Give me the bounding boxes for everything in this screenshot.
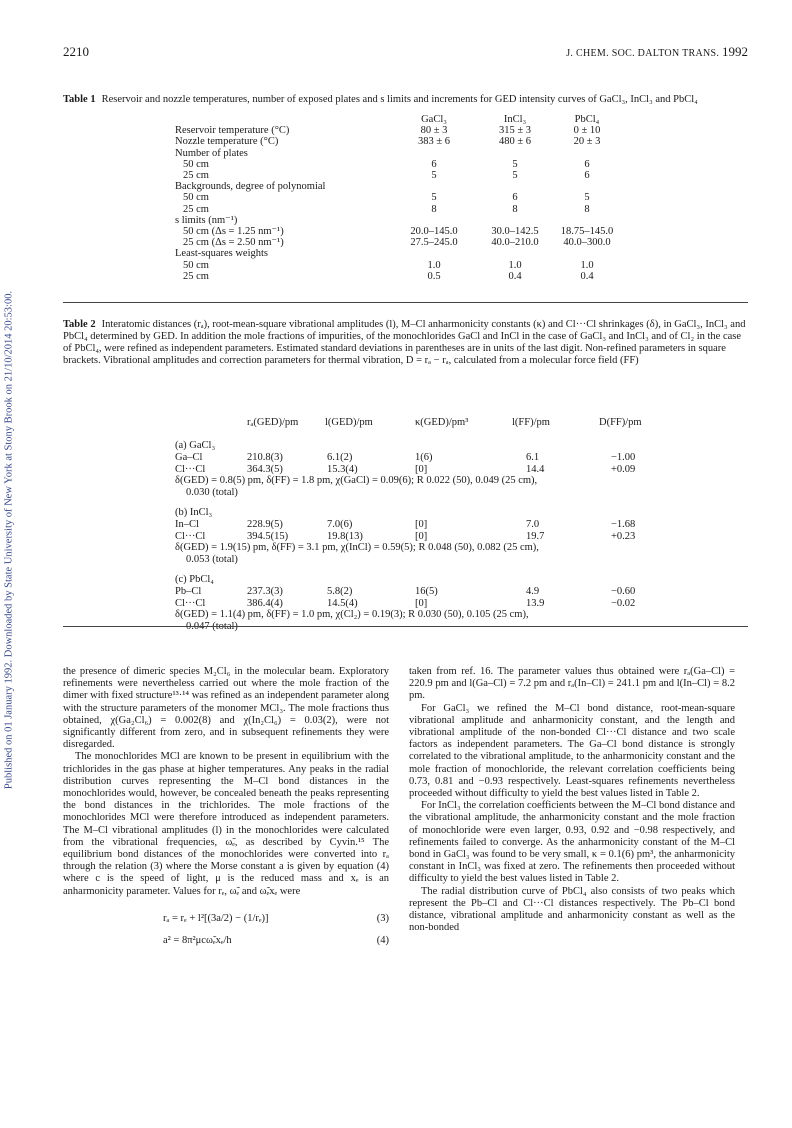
table1-row bbox=[175, 181, 618, 192]
table2-row bbox=[175, 519, 735, 530]
table2-bottom-rule bbox=[63, 626, 748, 627]
table2-cell: 14.5(4) bbox=[327, 597, 358, 609]
table1-cell: 1.0 bbox=[427, 259, 441, 271]
table1-cell bbox=[474, 181, 556, 192]
table2-col-header: l(GED)/pm bbox=[325, 417, 373, 428]
table2-cell: −1.68 bbox=[611, 519, 636, 531]
table1-row-label: Reservoir temperature (°C) bbox=[175, 125, 290, 137]
table2-cell: [0] bbox=[415, 597, 428, 609]
body-paragraph: For GaCl₃ we refined the M–Cl bond distance, root-mean-square vibrational amplitude and anharmonicity constant, and the length and vibrational amplitude of the non-bonded Cl···Cl distance and two scale factors as independent parameters. The Ga–Cl bond distance is strongly correlated to the vibrational amplitude, to the anharmonicity constant and the mole fraction of monochloride, the relevant correlation coefficients being 0.73, 0.81 and −0.93 respectively. Least-squares refinements nevertheless proceeded without difficulty to yield the best values listed in Table 2. bbox=[409, 702, 735, 800]
table1-row bbox=[175, 125, 618, 136]
table1-cell: 5 bbox=[584, 192, 590, 204]
table1-caption bbox=[63, 94, 748, 106]
table2-row bbox=[175, 531, 735, 542]
table1-cell bbox=[556, 248, 618, 259]
table1-row bbox=[175, 192, 618, 203]
table2-row-label: Cl···Cl bbox=[175, 463, 206, 475]
table1-cell: 80 ± 3 bbox=[420, 125, 448, 137]
table1-row bbox=[175, 248, 618, 259]
table1-cell: 8 bbox=[431, 203, 437, 215]
table2-cell: 16(5) bbox=[415, 586, 438, 598]
table1-cell bbox=[394, 215, 474, 226]
table1-caption-text: Reservoir and nozzle temperatures, number of exposed plates and s limits and increments for GED intensity curves of GaCl₃, InCl₃ and PbCl₄ bbox=[101, 94, 698, 105]
table2-row bbox=[175, 464, 735, 475]
table2-section-title: (c) PbCl₄ bbox=[175, 574, 214, 585]
table2-cell: 237.3(3) bbox=[247, 586, 283, 598]
body-paragraph: The monochlorides MCl are known to be present in equilibrium with the trichlorides in the gas phase at higher temperatures. Any peaks in the radial distribution curves representing the M–Cl bond distances in the monochlorides would, however, be concealed beneath the peaks representing the bond distances in the trichlorides. The mole fractions of the monochlorides MCl were therefore introduced as independent parameters. The M–Cl vibrational amplitudes (l) in the monochlorides were calculated from the vibrational frequencies, ω̃ₑ, as described by Cyvin.¹⁵ The equilibrium bond distances of the monochlorides were converted into rₐ through the relation (3) where the Morse constant a is given by equation (4) where c is the speed of light, μ is the reduced mass and xₑ is an anharmonicity parameter. Values for rₑ, ω̃ₑ and ω̃ₑxₑ were bbox=[63, 751, 389, 897]
table1-cell bbox=[556, 148, 618, 159]
table1-cell: 0.4 bbox=[580, 270, 594, 282]
table2-cell: −1.00 bbox=[611, 452, 636, 464]
table1-row-label: 25 cm bbox=[183, 170, 209, 182]
table1-cell bbox=[556, 181, 618, 192]
body-right-column bbox=[409, 666, 735, 934]
table2-cell: 210.8(3) bbox=[247, 452, 283, 464]
table1-cell: 5 bbox=[431, 192, 437, 204]
equation-3 bbox=[63, 910, 389, 930]
table2-cell: 364.3(5) bbox=[247, 463, 283, 475]
equation-formula: a² = 8π²μcω̃ₑxₑ/h bbox=[163, 934, 232, 946]
table1-label: Table 1 bbox=[63, 94, 96, 105]
body-left-column bbox=[63, 666, 389, 952]
table1-cell bbox=[394, 148, 474, 159]
table1-row bbox=[175, 136, 618, 147]
table1-row-label: 25 cm bbox=[183, 203, 209, 215]
table2-cell: 14.4 bbox=[526, 463, 545, 475]
table1-cell: 1.0 bbox=[580, 259, 594, 271]
table1-cell: 40.0–300.0 bbox=[563, 237, 611, 249]
table1-row-label: Least-squares weights bbox=[175, 248, 269, 260]
table1-cell: 18.75–145.0 bbox=[560, 226, 614, 238]
table1-cell: 0.5 bbox=[427, 270, 441, 282]
table2-section-note: 0.030 (total) bbox=[186, 486, 238, 498]
table2-cell: [0] bbox=[415, 463, 428, 475]
table1-cell: 8 bbox=[584, 203, 590, 215]
table2-cell: 7.0(6) bbox=[327, 519, 353, 531]
table2-section bbox=[175, 440, 735, 498]
table1-col-header: PbCl₄ bbox=[574, 114, 600, 125]
table2-section-note: δ(GED) = 0.8(5) pm, δ(FF) = 1.8 pm, χ(GaCl) = 0.09(6); R 0.022 (50), 0.049 (25 cm), bbox=[175, 475, 538, 487]
table2-cell: +0.09 bbox=[611, 463, 636, 475]
table1-cell bbox=[474, 215, 556, 226]
page-number: 2210 bbox=[63, 44, 89, 59]
table1-cell: 40.0–210.0 bbox=[491, 237, 539, 249]
table1-row bbox=[175, 260, 618, 271]
table1-row bbox=[175, 148, 618, 159]
table1-cell: 30.0–142.5 bbox=[491, 226, 539, 238]
table2-label: Table 2 bbox=[63, 319, 96, 330]
table2-row-label: Ga–Cl bbox=[175, 452, 203, 464]
equation-number: (4) bbox=[376, 934, 389, 946]
table1-cell bbox=[474, 248, 556, 259]
table2-cell: 1(6) bbox=[415, 452, 433, 464]
table1-cell: 0.4 bbox=[508, 270, 522, 282]
download-watermark bbox=[1, 180, 17, 900]
table1-cell bbox=[474, 148, 556, 159]
table1-header-row bbox=[175, 114, 618, 125]
table1-bottom-rule bbox=[63, 302, 748, 303]
table2-cell: 5.8(2) bbox=[327, 586, 353, 598]
table1-row-label: s limits (nm⁻¹) bbox=[175, 214, 238, 226]
table2-cell: [0] bbox=[415, 530, 428, 542]
table2-cell: +0.23 bbox=[611, 530, 636, 542]
equation-number: (3) bbox=[376, 912, 389, 924]
table1-cell: 27.5–245.0 bbox=[410, 237, 458, 249]
table2-row bbox=[175, 452, 735, 463]
table1-cell: 6 bbox=[431, 158, 437, 170]
table2-cell: 394.5(15) bbox=[247, 530, 289, 542]
table1-cell: 315 ± 3 bbox=[498, 125, 531, 137]
table2-col-header: D(FF)/pm bbox=[599, 417, 642, 428]
table1-row bbox=[175, 215, 618, 226]
table1 bbox=[175, 114, 618, 282]
table1-cell bbox=[394, 248, 474, 259]
table1-row-label: 50 cm bbox=[183, 192, 209, 204]
table2-cell: 13.9 bbox=[526, 597, 545, 609]
table1-row-label: 25 cm (Δs = 2.50 nm⁻¹) bbox=[183, 237, 284, 249]
table1-cell: 480 ± 6 bbox=[498, 136, 531, 148]
table2-row-label: Cl···Cl bbox=[175, 530, 206, 542]
table1-col-header: InCl₃ bbox=[503, 114, 527, 125]
table1-row-label: 25 cm bbox=[183, 270, 209, 282]
watermark-text: Published on 01 January 1992. Downloaded by State University of New York at Stony Brook on 21/10/2014 20:53:00. bbox=[3, 290, 15, 790]
table2 bbox=[175, 417, 735, 632]
table2-caption-text: Interatomic distances (rₐ), root-mean-square vibrational amplitudes (l), M–Cl anharmonicity constants (κ) and Cl···Cl shrinkages (δ), in GaCl₃, InCl₃ and PbCl₄ determined by GED. In addition the mole fractions of impurities, of the monochlorides GaCl and InCl in the case of GaCl₃ and InCl₃ and of Cl₂ in the case of PbCl₄, were refined as independent parameters. Estimated standard deviations in parentheses are in units of the last digit. Non-refined parameters in square brackets. Vibrational amplitudes and correction parameters for thermal vibration, D = rₐ − rₐ, calculated from a molecular force field (FF) bbox=[63, 319, 746, 366]
table2-col-header: rₐ(GED)/pm bbox=[247, 417, 299, 428]
table1-cell: 6 bbox=[584, 158, 590, 170]
table2-section-note: δ(GED) = 1.1(4) pm, δ(FF) = 1.0 pm, χ(Cl₂) = 0.19(3); R 0.030 (50), 0.105 (25 cm), bbox=[175, 609, 529, 621]
table2-cell: 4.9 bbox=[526, 586, 540, 598]
table2-row bbox=[175, 598, 735, 609]
table1-row-label: 50 cm (Δs = 1.25 nm⁻¹) bbox=[183, 226, 284, 238]
table1-cell: 1.0 bbox=[508, 259, 522, 271]
table1-cell: 6 bbox=[584, 170, 590, 182]
table2-caption bbox=[63, 319, 748, 367]
table2-section bbox=[175, 507, 735, 565]
table1-cell: 6 bbox=[512, 192, 518, 204]
table1-cell: 383 ± 6 bbox=[417, 136, 450, 148]
equation-4 bbox=[63, 932, 389, 952]
body-paragraph: The radial distribution curve of PbCl₄ also consists of two peaks which represent the Pb–Cl and Cl···Cl distances respectively. The Pb–Cl bond distance, vibrational amplitude and anharmonicity constant as well as the non-bonded bbox=[409, 885, 735, 934]
table2-row-label: Pb–Cl bbox=[175, 586, 202, 598]
table1-row bbox=[175, 170, 618, 181]
table1-row bbox=[175, 159, 618, 170]
table2-section-title: (b) InCl₃ bbox=[175, 507, 213, 518]
table2-cell: [0] bbox=[415, 519, 428, 531]
table1-row-label: Nozzle temperature (°C) bbox=[175, 136, 279, 148]
body-paragraph: For InCl₃ the correlation coefficients between the M–Cl bond distance and the vibrational amplitude, the anharmonicity constant and the mole fraction of monochloride were even larger, 0.93, 0.92 and −0.98 respectively, and refinements failed to converge. As the anharmonicity constant of the M–Cl bond in GaCl₃ was found to be very small, κ = 0.1(6) pm³, the anharmonicity constant in InCl₃ was fixed at zero. The refinements then proceeded without difficulty to yield the best values listed in Table 2. bbox=[409, 800, 735, 885]
table2-section-note: δ(GED) = 1.9(15) pm, δ(FF) = 3.1 pm, χ(InCl) = 0.59(5); R 0.048 (50), 0.082 (25 cm), bbox=[175, 542, 539, 554]
table1-row bbox=[175, 226, 618, 237]
table1-row-label: 50 cm bbox=[183, 158, 209, 170]
body-paragraph: taken from ref. 16. The parameter values thus obtained were rₐ(Ga–Cl) = 220.9 pm and l(Ga–Cl) = 7.2 pm and rₐ(In–Cl) = 241.1 pm and l(In–Cl) = 8.2 pm. bbox=[409, 666, 735, 702]
table1-cell: 5 bbox=[512, 158, 518, 170]
table1-row bbox=[175, 271, 618, 282]
table1-row bbox=[175, 204, 618, 215]
table2-section-note: 0.047 (total) bbox=[186, 620, 238, 632]
equation-formula: rₐ = rₑ + l²[(3a/2) − (1/rₑ)] bbox=[163, 912, 269, 924]
table2-section-note: 0.053 (total) bbox=[186, 553, 238, 565]
table2-cell: 19.8(13) bbox=[327, 530, 363, 542]
journal-name: J. CHEM. SOC. DALTON TRANS. bbox=[566, 48, 720, 59]
table1-cell: 20.0–145.0 bbox=[410, 226, 458, 238]
table1-row-label: 50 cm bbox=[183, 259, 209, 271]
table2-col-header: l(FF)/pm bbox=[512, 417, 550, 428]
table2-cell: 15.3(4) bbox=[327, 463, 358, 475]
table1-cell: 20 ± 3 bbox=[573, 136, 601, 148]
table2-cell: −0.60 bbox=[611, 586, 636, 598]
table1-row-label: Backgrounds, degree of polynomial bbox=[175, 181, 326, 193]
page-header bbox=[63, 44, 748, 60]
table2-cell: 6.1(2) bbox=[327, 452, 353, 464]
table2-cell: 228.9(5) bbox=[247, 519, 283, 531]
journal-year: 1992 bbox=[722, 44, 748, 59]
table1-cell bbox=[394, 181, 474, 192]
table2-cell: 19.7 bbox=[526, 530, 545, 542]
table2-cell: −0.02 bbox=[611, 597, 636, 609]
table1-cell bbox=[556, 215, 618, 226]
table1-row bbox=[175, 237, 618, 248]
table2-row bbox=[175, 586, 735, 597]
body-paragraph: the presence of dimeric species M₂Cl₆ in the molecular beam. Exploratory refinements were nevertheless carried out where the mole fraction of the dimer with fixed structure¹³·¹⁴ was refined as an independent parameter along with the structure parameters of the monomer MCl₃. The mole fractions thus obtained, χ(Ga₂Cl₆) = 0.002(8) and χ(In₂Cl₆) = 0.03(2), were not significantly different from zero, and in subsequent refinements they were disregarded. bbox=[63, 666, 389, 751]
table2-section bbox=[175, 574, 735, 632]
table1-cell: 5 bbox=[512, 170, 518, 182]
table2-col-header: κ(GED)/pm³ bbox=[415, 417, 469, 428]
table2-section-title: (a) GaCl₃ bbox=[175, 440, 216, 451]
table1-row-label: Number of plates bbox=[175, 147, 248, 159]
table2-cell: 7.0 bbox=[526, 519, 540, 531]
table1-cell: 0 ± 10 bbox=[573, 125, 601, 137]
table2-row-label: Cl···Cl bbox=[175, 597, 206, 609]
table1-col-header: GaCl₃ bbox=[421, 114, 447, 125]
table1-cell: 8 bbox=[512, 203, 518, 215]
table2-header-row bbox=[175, 417, 735, 431]
table2-cell: 386.4(4) bbox=[247, 597, 283, 609]
table1-cell: 5 bbox=[431, 170, 437, 182]
table2-row-label: In–Cl bbox=[175, 519, 199, 531]
table2-cell: 6.1 bbox=[526, 452, 540, 464]
journal-running-head bbox=[566, 44, 748, 60]
